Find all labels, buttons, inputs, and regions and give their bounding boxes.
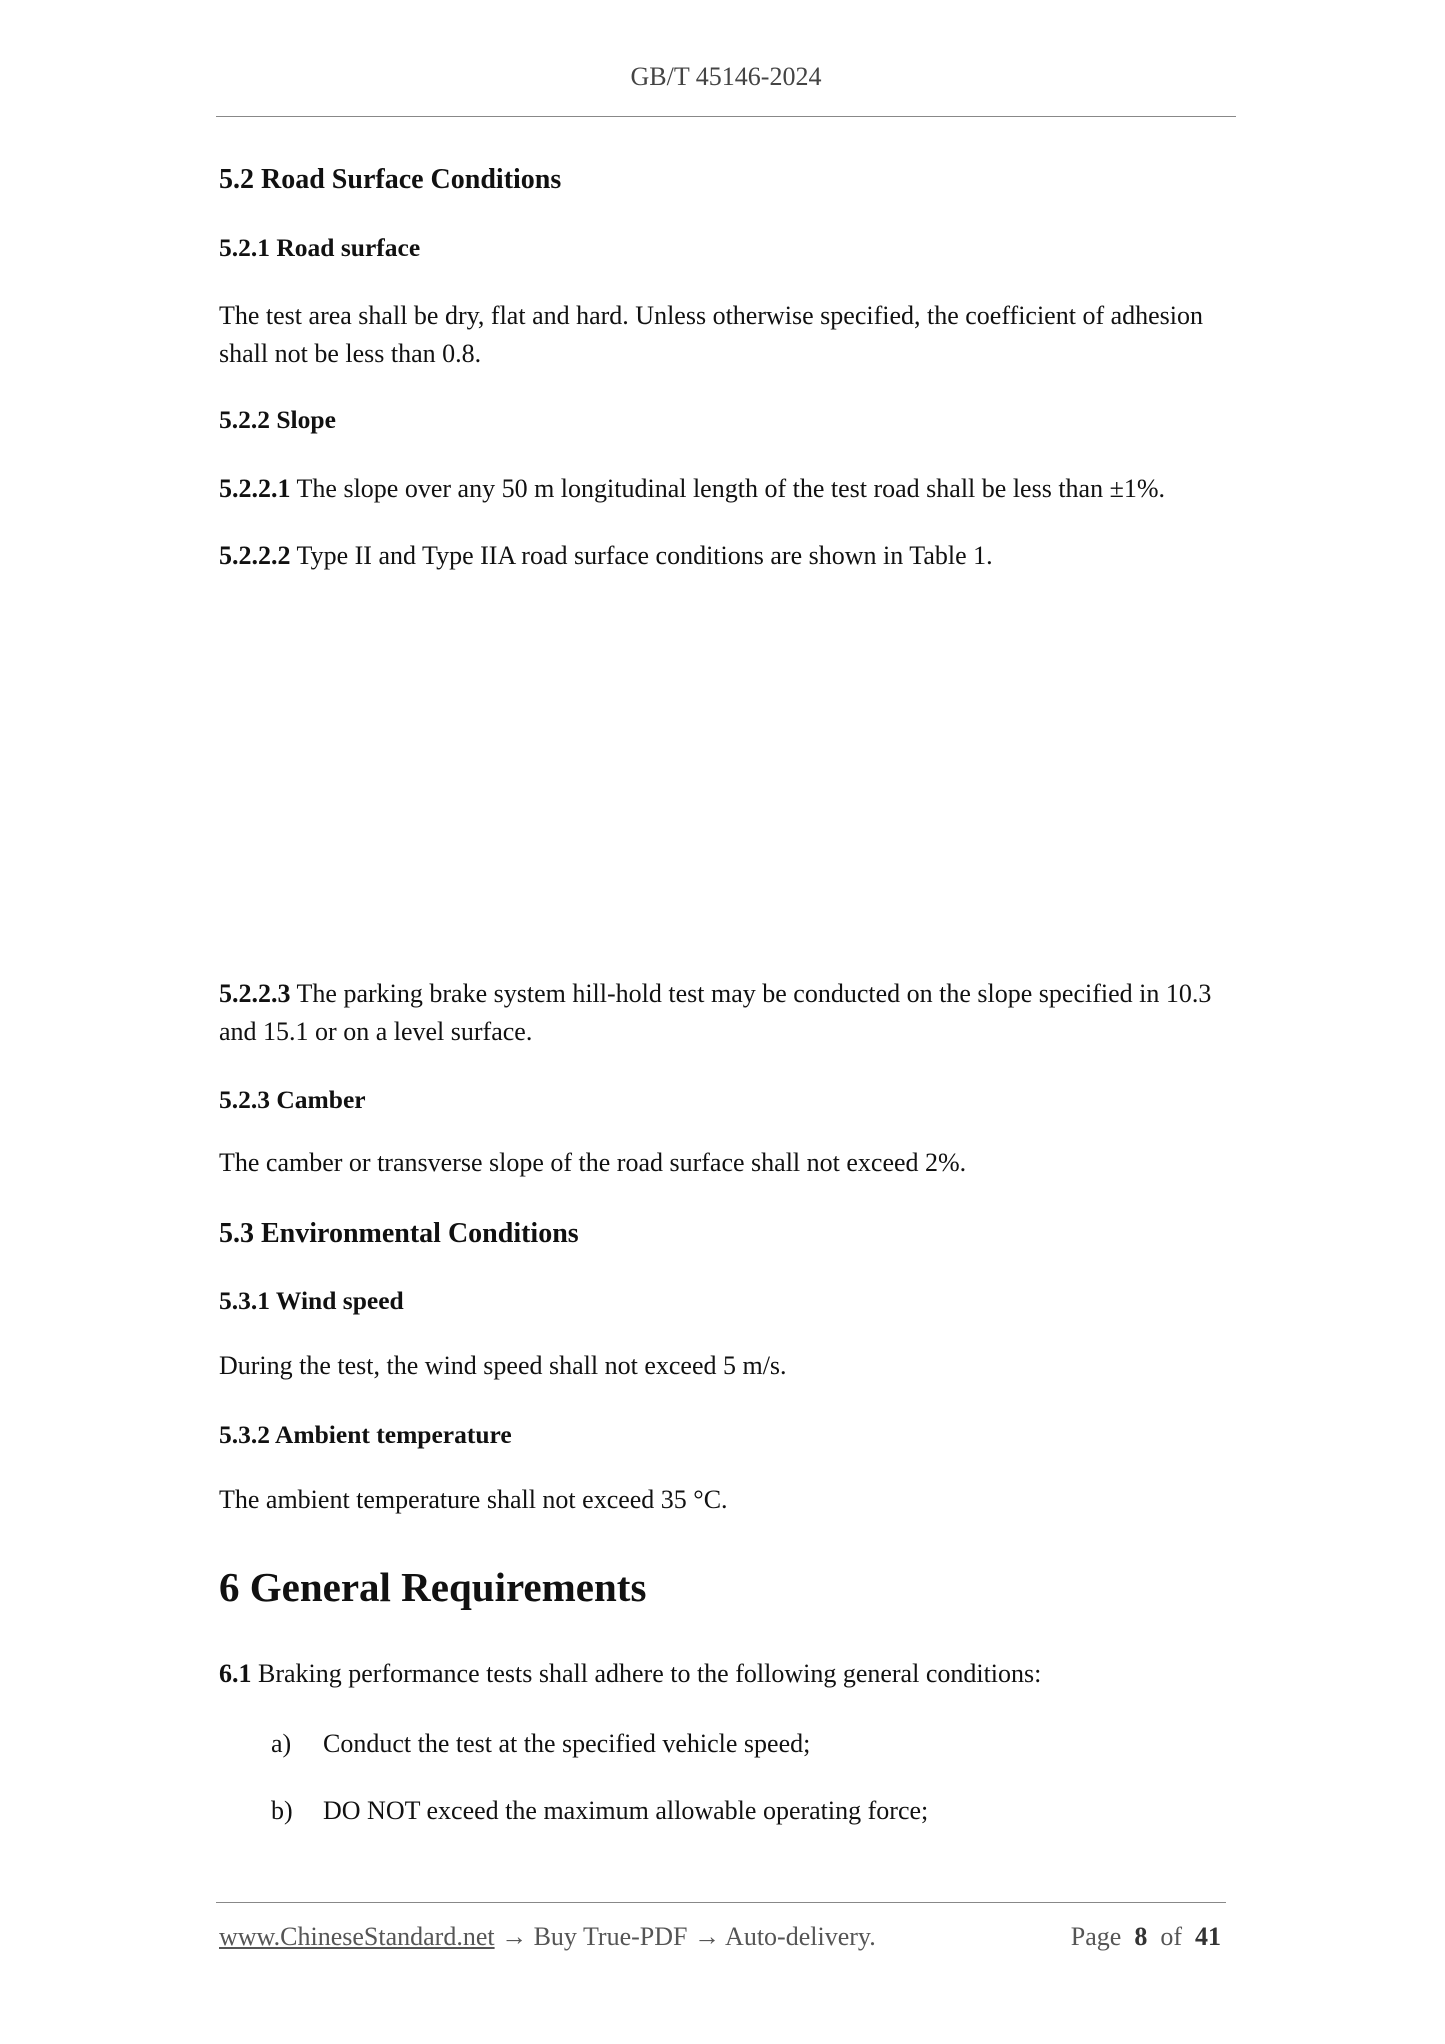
page-indicator bbox=[1071, 1922, 1221, 1952]
list-marker: b) bbox=[271, 1796, 293, 1825]
list-text: DO NOT exceed the maximum allowable operating force; bbox=[323, 1796, 929, 1825]
footer-promo bbox=[219, 1922, 876, 1952]
section-5-3-1-heading: 5.3.1 Wind speed bbox=[219, 1286, 404, 1315]
section-5-3-1-text: During the test, the wind speed shall not exceed 5 m/s. bbox=[219, 1351, 787, 1380]
section-5-3-2-text: The ambient temperature shall not exceed 35 °C. bbox=[219, 1485, 728, 1514]
clause-number: 5.2.2.2 bbox=[219, 541, 291, 570]
section-5-2-2-heading: 5.2.2 Slope bbox=[219, 405, 336, 434]
website-link[interactable]: www.ChineseStandard.net bbox=[219, 1922, 495, 1951]
clause-number: 5.2.2.1 bbox=[219, 474, 291, 503]
header-divider bbox=[216, 116, 1236, 117]
section-6-heading: 6 General Requirements bbox=[219, 1564, 647, 1610]
section-5-2-heading: 5.2 Road Surface Conditions bbox=[219, 164, 562, 195]
section-5-2-3-heading: 5.2.3 Camber bbox=[219, 1085, 366, 1114]
clause-number: 6.1 bbox=[219, 1659, 252, 1688]
clause-text: Type II and Type IIA road surface conditions are shown in Table 1. bbox=[290, 541, 993, 570]
clause-text: The parking brake system hill-hold test may be conducted on the slope specified in 10.3 and 15.1 or on a level surface. bbox=[219, 979, 1212, 1046]
clause-5-2-2-1 bbox=[219, 470, 1234, 508]
clause-5-2-2-2 bbox=[219, 537, 1234, 575]
clause-text: Braking performance tests shall adhere to the following general conditions: bbox=[251, 1659, 1042, 1688]
page-label: Page bbox=[1070, 1922, 1122, 1951]
section-5-2-3-text: The camber or transverse slope of the road surface shall not exceed 2%. bbox=[219, 1148, 967, 1177]
clause-number: 5.2.2.3 bbox=[219, 979, 291, 1008]
section-5-2-1-heading: 5.2.1 Road surface bbox=[219, 233, 421, 262]
footer-tagline: → Buy True-PDF → Auto-delivery. bbox=[494, 1922, 876, 1951]
section-5-2-1-text: The test area shall be dry, flat and hard. Unless otherwise specified, the coefficient of adhesion shall not be less than 0.8. bbox=[219, 301, 1204, 368]
list-marker: a) bbox=[271, 1729, 292, 1758]
clause-text: The slope over any 50 m longitudinal length of the test road shall be less than ±1%. bbox=[290, 474, 1166, 503]
document-header: GB/T 45146-2024 bbox=[630, 62, 822, 91]
section-5-3-2-heading: 5.3.2 Ambient temperature bbox=[219, 1420, 512, 1449]
section-5-3-heading: 5.3 Environmental Conditions bbox=[219, 1218, 579, 1249]
clause-5-2-2-3 bbox=[219, 975, 1234, 1051]
footer-divider bbox=[216, 1902, 1226, 1903]
clause-6-1 bbox=[219, 1655, 1234, 1693]
list-text: Conduct the test at the specified vehicle speed; bbox=[323, 1729, 811, 1758]
page-of: of bbox=[1160, 1922, 1182, 1951]
page-total: 41 bbox=[1195, 1922, 1221, 1951]
page-current: 8 bbox=[1134, 1922, 1148, 1951]
